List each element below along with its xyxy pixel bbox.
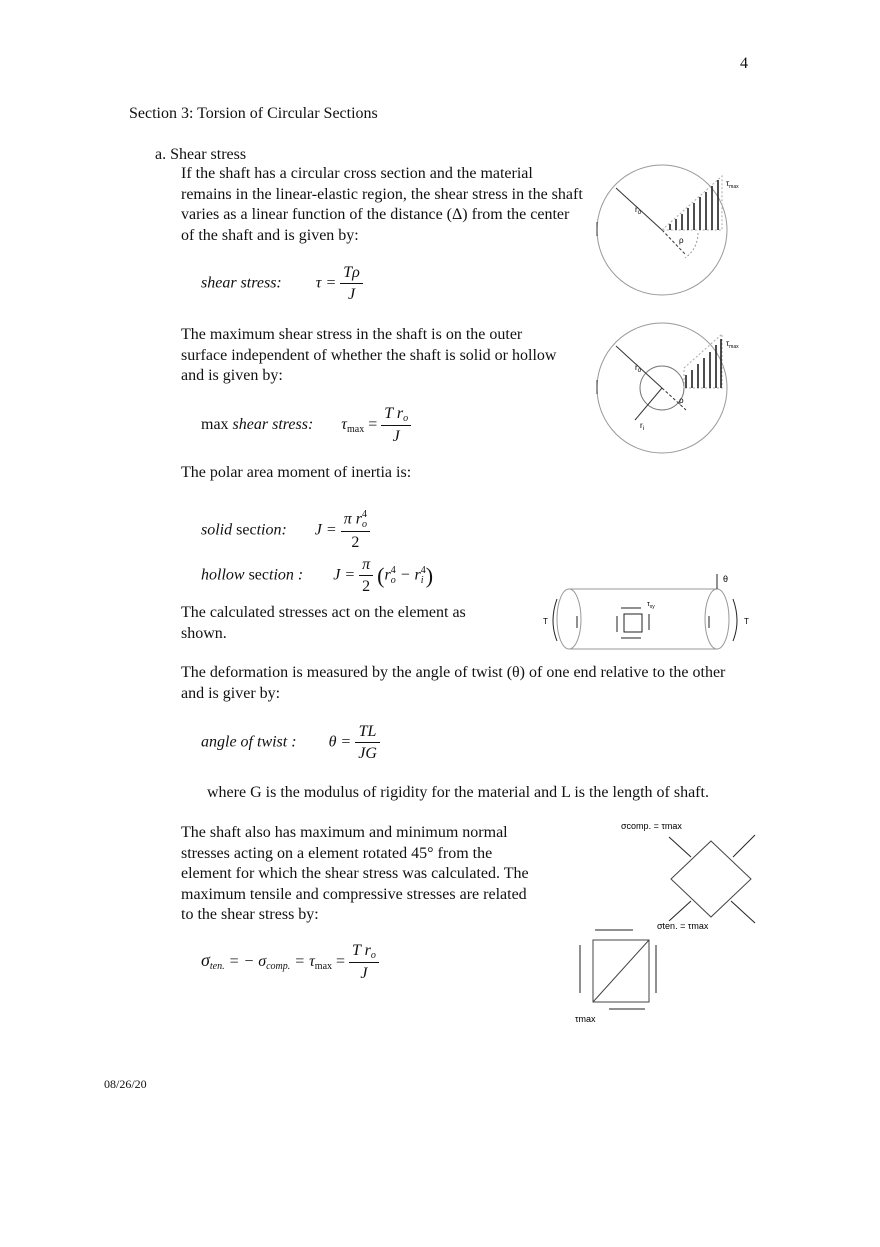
eq-hollow-lhs: J = (333, 566, 356, 584)
eq-hollow-paren-open: ( (377, 563, 385, 588)
fig1-stress-profile (662, 176, 722, 230)
eq-solid-lhs: J = (314, 521, 337, 539)
eq-hollow-num: π (359, 556, 373, 576)
eq-normal-sigma: σ (201, 950, 210, 971)
eq-hollow-sub2: i (420, 575, 424, 586)
eq-max-num: T r (384, 405, 404, 422)
eq-solid-sub: o (361, 519, 367, 530)
fig1-radius-line (616, 188, 662, 230)
equation-solid-section (201, 510, 370, 552)
eq-twist-label: angle of twist : (201, 733, 297, 751)
eq-max-label: shear stress: (232, 416, 314, 434)
fig1-label-rho: ρ (679, 236, 684, 245)
fig3-label-t-right: T (744, 617, 749, 626)
eq-solid-fraction (341, 510, 370, 552)
eq-solid-sup: 4 (361, 509, 367, 520)
fig3-right-torque (733, 599, 737, 641)
eq-shear-label: shear stress: (201, 274, 282, 292)
figure-hollow-shear-distribution (590, 320, 765, 460)
fig2-inner-radius-line (635, 388, 662, 420)
eq-normal-num: T r (352, 942, 371, 959)
figure-rotated-element (573, 815, 758, 1025)
equation-max-shear (201, 405, 411, 446)
eq-normal-eq3: = (336, 953, 346, 971)
subsection-heading: a. Shear stress (155, 146, 247, 163)
eq-normal-den: J (360, 965, 368, 982)
fig4-arrow-se (731, 901, 755, 923)
fig1-arc (685, 233, 698, 258)
paragraph-normal-stresses: The shaft also has maximum and minimum normal stresses acting on a element rotated 45° from the element for which the shear stress was calculated. The maximum tensile and compressive stresses are related to the shear stress by: (181, 824, 529, 923)
eq-hollow-paren-close: ) (425, 563, 434, 588)
fig2-label-ri: $r_i$ (640, 421, 645, 432)
fig4-label-bottom: τmax (575, 1014, 596, 1024)
eq-hollow-sup2: 4 (420, 565, 426, 576)
paragraph-max-shear: The maximum shear stress in the shaft is on the outer surface independent of whether the shaft is solid or hollow and is given by: (181, 326, 557, 384)
eq-hollow-r1: r (384, 566, 391, 584)
eq-max-lhs-sub: max (347, 424, 365, 436)
eq-normal-eq1: = − σ (228, 953, 267, 971)
paragraph-polar-moment: The polar area moment of inertia is: (181, 464, 412, 481)
equation-hollow-section (201, 556, 433, 596)
eq-twist-fraction (355, 723, 380, 763)
eq-shear-fraction (340, 264, 363, 304)
fig3-label-theta: θ (723, 574, 729, 584)
eq-twist-den: JG (358, 745, 377, 762)
eq-normal-max: max (314, 961, 333, 973)
eq-hollow-label-b: sec (248, 566, 269, 584)
eq-shear-lhs: τ = (315, 274, 337, 292)
fig4-label-mid: σten. = τmax (657, 921, 709, 931)
eq-twist-lhs: θ = (328, 733, 352, 751)
eq-hollow-sub1: o (390, 575, 396, 586)
page-number: 4 (740, 55, 748, 72)
eq-hollow-fraction (359, 556, 373, 596)
eq-max-num-sub: o (403, 413, 409, 424)
fig4-rotated-square (671, 841, 751, 917)
figure-solid-shear-distribution (590, 158, 765, 298)
eq-hollow-label-a: hollow (201, 566, 245, 584)
eq-shear-num: Tρ (340, 264, 363, 284)
fig3-element (624, 614, 642, 632)
eq-hollow-sup1: 4 (390, 565, 396, 576)
equation-shear-stress (201, 264, 363, 304)
paragraph-shear-intro: If the shaft has a circular cross section and the material remains in the linear-elastic region, the shear stress in the shaft varies as a linear function of the distance (Δ) from the center of the shaft and is given by: (181, 165, 583, 244)
fig4-diagonal (593, 940, 649, 1002)
paragraph-deformation: The deformation is measured by the angle of twist (θ) of one end relative to the other and is giver by: (181, 664, 726, 702)
eq-normal-num-sub: o (370, 950, 376, 961)
fig1-label-tau: $\tau_{max}$ (726, 179, 739, 190)
fig4-arrow-ne (733, 835, 755, 857)
equation-angle-twist (201, 723, 380, 763)
fig2-label-rho: ρ (679, 396, 684, 405)
section-title: Section 3: Torsion of Circular Sections (129, 105, 378, 122)
eq-solid-label-a: solid (201, 521, 233, 539)
eq-normal-comp: comp. (266, 961, 291, 973)
eq-hollow-minus: − r (399, 566, 421, 584)
eq-hollow-den: 2 (362, 578, 371, 595)
eq-max-lhs: τ (341, 416, 348, 434)
eq-hollow-label-c: tion : (269, 566, 304, 584)
footer-date: 08/26/20 (104, 1077, 147, 1091)
fig1-label-r: $r_o$ (635, 205, 642, 216)
fig3-label-t-left: T (543, 617, 548, 626)
fig4-arrow-sw (669, 901, 691, 921)
eq-twist-num: TL (355, 723, 380, 743)
paragraph-element: The calculated stresses act on the element as shown. (181, 604, 466, 642)
fig2-stress-arrows (686, 339, 721, 388)
eq-normal-eq2: = τ (294, 953, 315, 971)
fig4-label-top: σcomp. = τmax (621, 821, 682, 831)
eq-max-prefix: max (201, 416, 229, 434)
eq-solid-num: π r (343, 510, 362, 528)
fig3-left-torque (553, 599, 557, 641)
eq-normal-ten: ten. (209, 961, 225, 973)
paragraph-modulus: where G is the modulus of rigidity for the material and L is the length of shaft. (207, 784, 709, 801)
fig4-arrow-nw (669, 837, 691, 857)
eq-solid-label-c: tion: (256, 521, 287, 539)
eq-solid-label-b: sec (236, 521, 257, 539)
eq-max-den: J (392, 428, 400, 445)
eq-normal-fraction (349, 942, 379, 983)
eq-max-eq: = (368, 416, 378, 434)
figure-shaft-element (537, 566, 762, 656)
fig2-label-tau: $\tau_{max}$ (726, 339, 739, 350)
fig2-label-r: $r_o$ (635, 363, 642, 374)
eq-max-fraction (381, 405, 411, 446)
eq-shear-den: J (348, 286, 356, 303)
eq-solid-den: 2 (351, 534, 360, 551)
fig3-label-tau: $\tau_{xy}$ (647, 601, 655, 610)
equation-normal-stresses (201, 942, 379, 983)
